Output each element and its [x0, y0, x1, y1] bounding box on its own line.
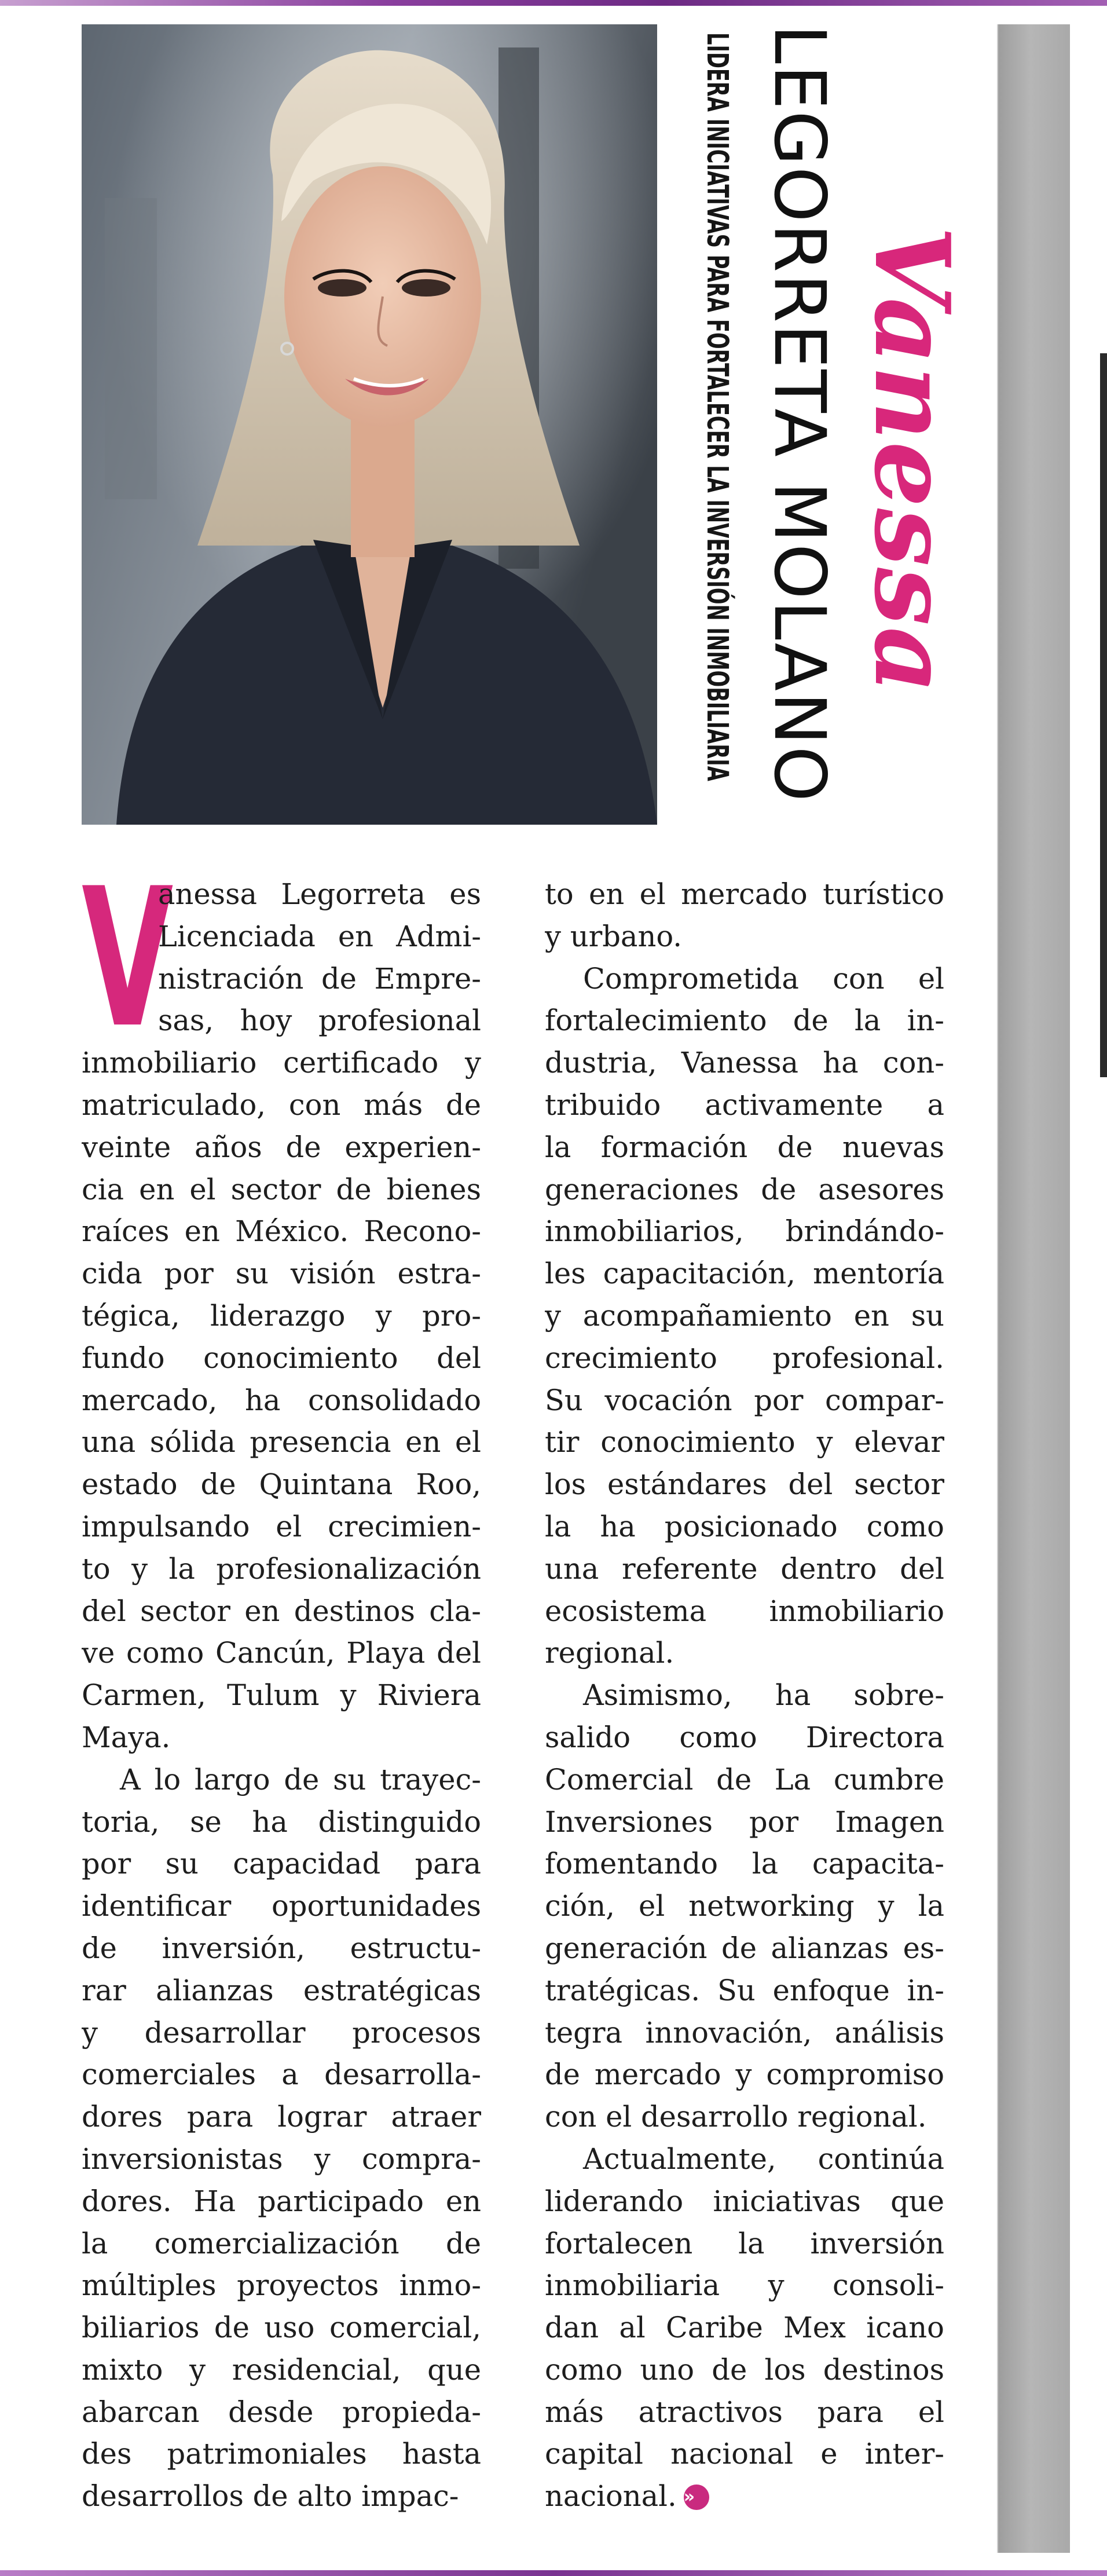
article-line: salido como Directora [545, 1720, 944, 1754]
portrait-photo [82, 24, 657, 825]
article-line: crecimiento profesional. [545, 1341, 944, 1375]
article-line: la formación de nuevas [545, 1130, 944, 1164]
article-line: anessa Legorreta es [158, 877, 481, 911]
article-line: los estándares del sector [545, 1468, 944, 1502]
double-chevron-right-icon: » [684, 2484, 709, 2510]
article-line: impulsando el crecimien- [82, 1509, 481, 1543]
bottom-accent-bar [0, 2570, 1107, 2576]
top-accent-bar [0, 0, 1107, 6]
article-line: Asimismo, ha sobre- [583, 1678, 944, 1713]
article-line: nacional. » [545, 2475, 944, 2518]
subtitle-heading: LIDERA INICIATIVAS PARA FORTALECER LA INVERSIÓN INMOBILIARIA [700, 32, 734, 781]
article-line: una referente dentro del [545, 1552, 944, 1586]
article-line: tegra innovación, análisis [545, 2015, 944, 2050]
article-line: des patrimoniales hasta [82, 2437, 481, 2471]
article-line: dustria, Vanessa ha con- [545, 1046, 944, 1080]
article-line: Comprometida con el [583, 961, 944, 996]
article-line: fomentando la capacita- [545, 1847, 944, 1881]
article-line: desarrollos de alto impac- [82, 2479, 459, 2513]
article-line: por su capacidad para [82, 1847, 481, 1881]
article-line: ve como Cancún, Playa del [82, 1636, 481, 1670]
article-line: y desarrollar procesos [82, 2015, 481, 2050]
article-line: rar alianzas estratégicas [82, 1973, 481, 2007]
article-line: Comercial de La cumbre [545, 1762, 944, 1796]
article-line: Inversiones por Imagen [545, 1805, 944, 1839]
article-line: cida por su visión estra- [82, 1257, 481, 1291]
article-line: abarcan desde propieda- [82, 2395, 481, 2429]
article-line: dores. Ha participado en [82, 2184, 481, 2218]
article-line: tir conocimiento y elevar [545, 1425, 944, 1459]
article-line: y urbano. [545, 919, 682, 953]
article-line: Licenciada en Admi- [158, 919, 481, 953]
article-line: con el desarrollo regional. [545, 2100, 927, 2134]
article-line: to y la profesionalización [82, 1552, 481, 1586]
article-line: cia en el sector de bienes [82, 1172, 481, 1206]
article-line: identificar oportunidades [82, 1889, 481, 1923]
article-line: sas, hoy profesional [158, 1004, 481, 1038]
article-line: fortalecimiento de la in- [545, 1004, 944, 1038]
article-line: dan al Caribe Mex icano [545, 2311, 944, 2345]
drop-cap: V [82, 847, 174, 1070]
surname-heading: LEGORRETA MOLANO [758, 24, 841, 803]
article-line: Maya. [82, 1720, 171, 1754]
article-column-right [545, 873, 944, 2518]
article-line: regional. [545, 1636, 675, 1670]
article-line: estado de Quintana Roo, [82, 1468, 481, 1502]
article-line: de mercado y compromiso [545, 2058, 944, 2092]
article-line: Su vocación por compar- [545, 1383, 944, 1417]
article-line: mixto y residencial, que [82, 2352, 481, 2387]
article-line: generación de alianzas es- [545, 1931, 944, 1965]
article-line: inmobiliaria y consoli- [545, 2268, 944, 2303]
article-line: ción, el networking y la [545, 1889, 944, 1923]
article-line: fortalecen la inversión [545, 2226, 944, 2260]
article-line: inmobiliario certificado y [82, 1046, 481, 1080]
article-line: les capacitación, mentoría [545, 1257, 944, 1291]
article-line: inmobiliarios, brindándo- [545, 1214, 944, 1249]
article-line: la ha posicionado como [545, 1509, 944, 1543]
article-line: Carmen, Tulum y Riviera [82, 1678, 481, 1713]
article-line: la comercialización de [82, 2226, 481, 2260]
article-line: biliarios de uso comercial, [82, 2311, 481, 2345]
article-line: como uno de los destinos [545, 2352, 944, 2387]
article-line: Actualmente, continúa [583, 2142, 944, 2176]
article-line: más atractivos para el [545, 2395, 944, 2429]
article-line: generaciones de asesores [545, 1172, 944, 1206]
article-line: ecosistema inmobiliario [545, 1594, 944, 1628]
page-edge-mark [1100, 353, 1107, 1077]
article-line: A lo largo de su trayec- [120, 1762, 481, 1796]
article-line: fundo conocimiento del [82, 1341, 481, 1375]
page-edge-rail [997, 24, 1070, 2553]
article-line: liderando iniciativas que [545, 2184, 944, 2218]
article-line: matriculado, con más de [82, 1088, 481, 1122]
article-line: dores para lograr atraer [82, 2100, 481, 2134]
article-line: inversionistas y compra- [82, 2142, 481, 2176]
first-name-script: Vanessa [852, 226, 973, 695]
article-line: to en el mercado turístico [545, 877, 944, 911]
article-line: mercado, ha consolidado [82, 1383, 481, 1417]
article-line: tratégicas. Su enfoque in- [545, 1973, 944, 2007]
article-column-left [82, 847, 481, 2518]
article-line: de inversión, estructu- [82, 1931, 481, 1965]
article-line: múltiples proyectos inmo- [82, 2268, 481, 2303]
article-line: y acompañamiento en su [545, 1298, 944, 1333]
article-line: toria, se ha distinguido [82, 1805, 481, 1839]
article-line: nistración de Empre- [158, 961, 481, 996]
article-line: tégica, liderazgo y pro- [82, 1298, 481, 1333]
article-line: del sector en destinos cla- [82, 1594, 481, 1628]
article-line: veinte años de experien- [82, 1130, 481, 1164]
article-line: una sólida presencia en el [82, 1425, 481, 1459]
article-line: tribuido activamente a [545, 1088, 944, 1122]
article-line: comerciales a desarrolla- [82, 2058, 481, 2092]
article-line: raíces en México. Recono- [82, 1214, 481, 1249]
article-line: capital nacional e inter- [545, 2437, 944, 2471]
